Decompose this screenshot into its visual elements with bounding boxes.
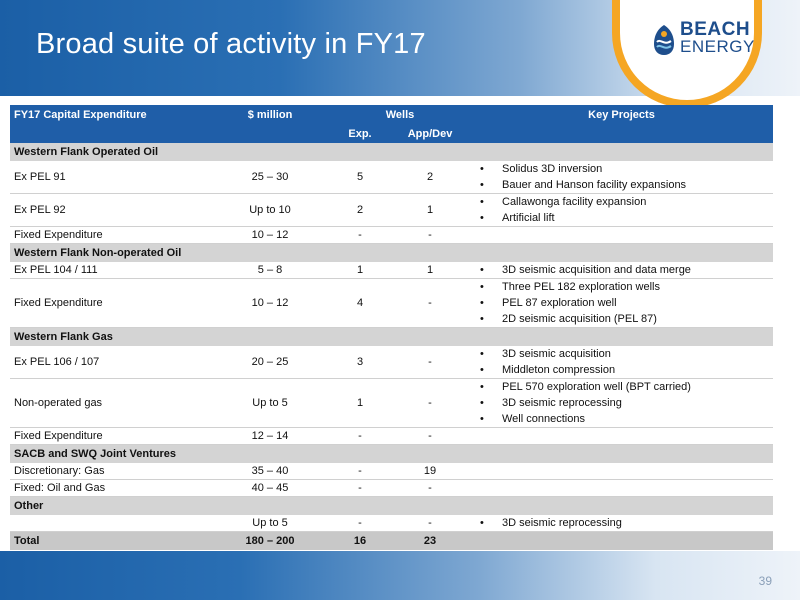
cell-exp: 4 (356, 297, 364, 309)
section-label: Other (14, 500, 44, 512)
project-bullet (474, 295, 769, 311)
page-number: 39 (758, 574, 772, 588)
section-row (10, 497, 773, 515)
capex-table (10, 105, 773, 550)
project-bullet (474, 161, 769, 177)
table-row (10, 346, 773, 379)
cell-name: Ex PEL 106 / 107 (14, 356, 100, 368)
cell-name: Ex PEL 91 (14, 171, 66, 183)
cell-exp: 16 (353, 535, 367, 547)
total-row (10, 532, 773, 550)
bullet-dot: • (480, 212, 484, 224)
cell-name: Ex PEL 104 / 111 (14, 264, 98, 276)
cell-name: Fixed Expenditure (14, 430, 103, 442)
cell-exp: 2 (356, 204, 364, 216)
header-million: $ million (247, 109, 293, 121)
cell-exp: - (358, 229, 362, 241)
cell-million: 5 – 8 (257, 264, 283, 276)
cell-exp: 1 (356, 264, 364, 276)
project-text: Well connections (502, 413, 585, 425)
cell-app-dev: 19 (423, 465, 437, 477)
section-row (10, 445, 773, 463)
project-text: 3D seismic acquisition and data merge (502, 264, 691, 276)
section-label: SACB and SWQ Joint Ventures (14, 448, 176, 460)
project-text: 3D seismic acquisition (502, 348, 611, 360)
project-text: 2D seismic acquisition (PEL 87) (502, 313, 657, 325)
logo-energy-text: ENERGY (680, 37, 755, 56)
cell-name: Total (14, 535, 40, 547)
cell-exp: - (358, 465, 362, 477)
bullet-dot: • (480, 381, 484, 393)
cell-key-projects (470, 515, 773, 531)
cell-app-dev: 2 (426, 171, 434, 183)
subheader-app-dev: App/Dev (407, 128, 453, 140)
cell-million: Up to 5 (252, 517, 288, 529)
table-row (10, 194, 773, 227)
table-header-row (10, 105, 773, 125)
cell-app-dev: - (428, 297, 432, 309)
section-row (10, 328, 773, 346)
cell-app-dev: 1 (426, 204, 434, 216)
bullet-dot: • (480, 196, 484, 208)
section-label: Western Flank Non-operated Oil (14, 247, 182, 259)
cell-million: Up to 10 (249, 204, 291, 216)
project-text: PEL 87 exploration well (502, 297, 617, 309)
table-row (10, 161, 773, 194)
header-capex: FY17 Capital Expenditure (14, 109, 147, 121)
cell-key-projects (470, 346, 773, 378)
cell-exp: 1 (356, 397, 364, 409)
project-text: Artificial lift (502, 212, 555, 224)
table-row (10, 515, 773, 532)
section-label: Western Flank Gas (14, 331, 113, 343)
logo-badge-inner (620, 0, 754, 100)
project-bullet (474, 379, 769, 395)
cell-name: Ex PEL 92 (14, 204, 66, 216)
cell-app-dev: - (428, 517, 432, 529)
cell-exp: 5 (356, 171, 364, 183)
project-text: Three PEL 182 exploration wells (502, 281, 660, 293)
cell-key-projects (470, 262, 773, 278)
cell-app-dev: - (428, 482, 432, 494)
table-row (10, 428, 773, 445)
cell-name: Non-operated gas (14, 397, 103, 409)
cell-exp: - (358, 517, 362, 529)
bullet-dot: • (480, 281, 484, 293)
cell-million: 25 – 30 (251, 171, 289, 183)
bullet-dot: • (480, 264, 484, 276)
cell-million: 40 – 45 (251, 482, 289, 494)
table-subheader-row (10, 125, 773, 143)
section-label: Western Flank Operated Oil (14, 146, 159, 158)
project-bullet (474, 177, 769, 193)
bullet-dot: • (480, 297, 484, 309)
project-text: Bauer and Hanson facility expansions (502, 179, 687, 191)
cell-key-projects (470, 194, 773, 226)
bullet-dot: • (480, 517, 484, 529)
bullet-dot: • (480, 364, 484, 376)
cell-app-dev: 23 (423, 535, 437, 547)
table-row (10, 379, 773, 428)
table-row (10, 480, 773, 497)
project-text: 3D seismic reprocessing (502, 517, 622, 529)
logo-beach-text: BEACH (680, 19, 751, 40)
project-text: Callawonga facility expansion (502, 196, 647, 208)
beach-energy-logo-icon (652, 24, 676, 56)
header-key-projects: Key Projects (588, 109, 655, 121)
slide-title: Broad suite of activity in FY17 (36, 28, 426, 60)
cell-key-projects (470, 161, 773, 193)
cell-exp: - (358, 482, 362, 494)
bullet-dot: • (480, 179, 484, 191)
cell-name: Fixed Expenditure (14, 229, 103, 241)
cell-name: Discretionary: Gas (14, 465, 105, 477)
bullet-dot: • (480, 397, 484, 409)
bullet-dot: • (480, 348, 484, 360)
cell-million: 10 – 12 (251, 297, 289, 309)
cell-exp: 3 (356, 356, 364, 368)
project-text: Solidus 3D inversion (502, 163, 603, 175)
table-row (10, 279, 773, 328)
cell-million: 10 – 12 (251, 229, 289, 241)
subheader-exp: Exp. (348, 128, 372, 140)
project-bullet (474, 395, 769, 411)
logo-text (680, 21, 755, 55)
bullet-dot: • (480, 163, 484, 175)
cell-key-projects (470, 279, 773, 327)
cell-million: 35 – 40 (251, 465, 289, 477)
project-bullet (474, 262, 769, 278)
table-body (10, 143, 773, 550)
header-wells: Wells (385, 109, 415, 121)
project-bullet (474, 279, 769, 295)
cell-name: Fixed: Oil and Gas (14, 482, 106, 494)
bullet-dot: • (480, 413, 484, 425)
cell-million: 20 – 25 (251, 356, 289, 368)
table-row (10, 463, 773, 480)
project-bullet (474, 362, 769, 378)
project-text: 3D seismic reprocessing (502, 397, 622, 409)
cell-app-dev: - (428, 229, 432, 241)
footer-bar (0, 551, 800, 600)
cell-exp: - (358, 430, 362, 442)
section-row (10, 143, 773, 161)
project-bullet (474, 210, 769, 226)
section-row (10, 244, 773, 262)
project-bullet (474, 411, 769, 427)
project-bullet (474, 194, 769, 210)
cell-million: Up to 5 (252, 397, 288, 409)
cell-app-dev: 1 (426, 264, 434, 276)
cell-key-projects (470, 379, 773, 427)
project-text: Middleton compression (502, 364, 616, 376)
cell-million: 180 – 200 (245, 535, 295, 547)
bullet-dot: • (480, 313, 484, 325)
table-row (10, 227, 773, 244)
project-bullet (474, 346, 769, 362)
table-row (10, 262, 773, 279)
cell-app-dev: - (428, 397, 432, 409)
project-bullet (474, 515, 769, 531)
project-text: PEL 570 exploration well (BPT carried) (502, 381, 691, 393)
project-bullet (474, 311, 769, 327)
cell-million: 12 – 14 (251, 430, 289, 442)
cell-name: Fixed Expenditure (14, 297, 103, 309)
cell-app-dev: - (428, 356, 432, 368)
cell-app-dev: - (428, 430, 432, 442)
